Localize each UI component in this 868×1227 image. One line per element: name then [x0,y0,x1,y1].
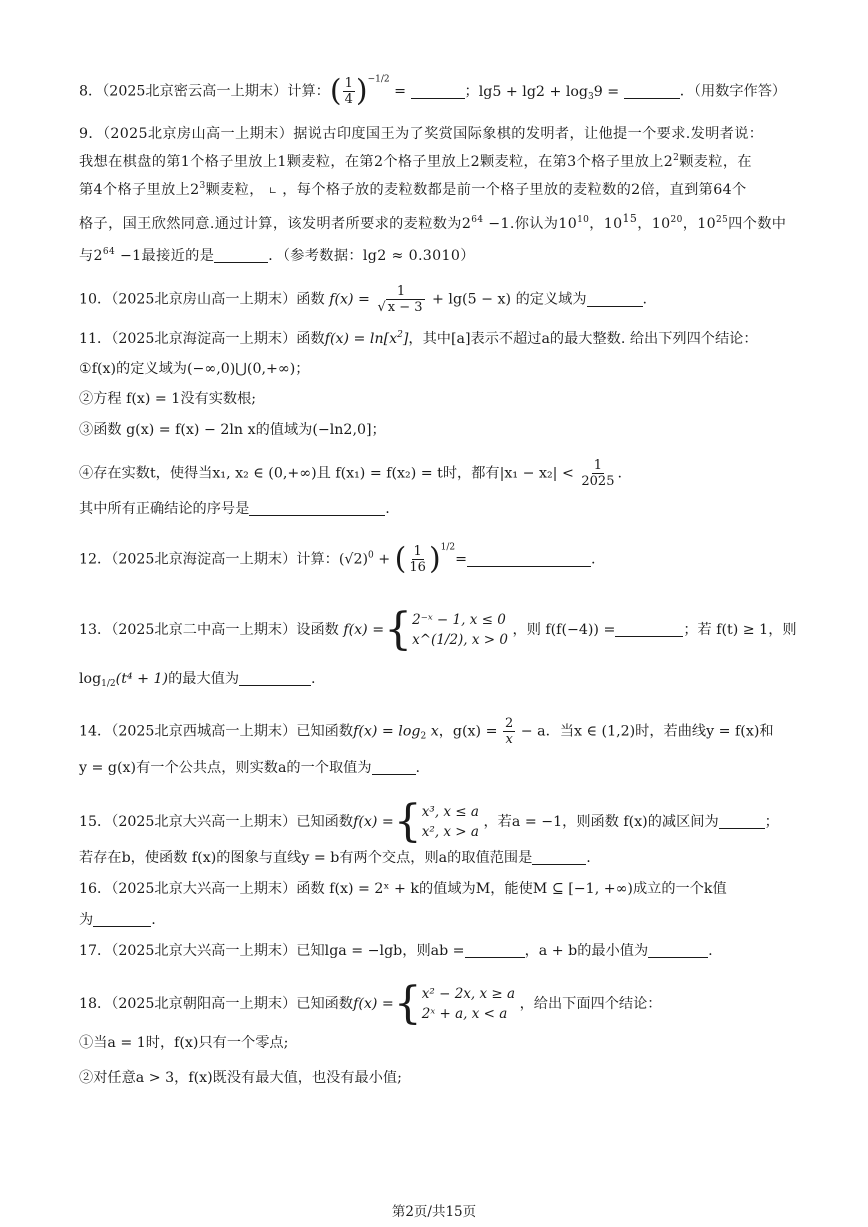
question-11: 11．（2025北京海淀高一上期末）函数$f(x) = \ln[x^2]$，其中[a]表示不超过a的最大整数. 给出下列四个结论： [79,330,758,347]
q18-conclusion-1: ①当a = 1时，f(x)只有一个零点; [79,1035,289,1051]
q15-line-2: 若存在b，使函数 f(x)的图象与直线y = b有两个交点，则a的取值范围是 . [79,850,591,866]
question-13: 13．（2025北京二中高一上期末）设函数 f(x) ={ 2⁻ˣ − 1, x ≤ 0 x^(1/2), x > 0 ，则 f(f(−4)) = ；若 f(t) ≥ 1，则 [79,604,797,655]
q9-line-5: 与$2^{64} -1$最接近的是 ．（参考数据：lg2 ≈ 0.3010） [79,247,475,264]
q10-fraction: $\frac{1}{√ x - 3}$ [377,284,423,315]
q11-fraction: $\frac{1}{2025}$ [581,458,615,489]
q8-fraction: $\frac{1}{4}$ [344,76,353,107]
q14-answer-blank[interactable] [372,759,416,775]
q12-fraction: $\frac{1}{16}$ [409,544,426,575]
q14-line-2: y = g(x)有一个公共点，则实数a的一个取值为 . [79,760,421,776]
q10-answer-blank[interactable] [587,291,643,307]
q9-line-2: 我想在棋盘的第1个格子里放上1颗麦粒，在第2个格子里放上2颗麦粒，在第3个格子里放上$2^2$颗麦粒，在 [79,153,752,170]
q9-ellipsis-glyph: ∟ [268,186,278,197]
q15-answer-blank-2[interactable] [532,849,586,865]
q8-answer-blank-1[interactable] [411,83,465,99]
q11-conclusion-2: ②方程 f(x) = 1没有实数根; [79,391,257,407]
q13-answer-blank-2[interactable] [239,670,311,686]
question-18: 18．（2025北京朝阳高一上期末）已知函数f(x) ={ x² − 2x, x ≥ a 2ˣ + a, x < a ，给出下面四个结论： [79,978,662,1029]
q18-piecewise: x² − 2x, x ≥ a 2ˣ + a, x < a [421,986,516,1022]
q9-line-4: 格子，国王欣然同意.通过计算，该发明者所要求的麦粒数为$2^{64} -1$.你认为$10^{10}$，$10^{15}$，$10^{20}$，$10^{25}$四个数中 [79,212,787,232]
q8-expr2: $\lg 5 + \lg 2 + \log_39$ = [478,83,620,102]
q11-conclusion-3: ③函数 g(x) = f(x) − 2ln x的值域为(−ln2,0]； [79,422,386,438]
q15-answer-blank-1[interactable] [719,813,765,829]
question-8: 8．（2025北京密云高一上期末）计算：( $\frac{1}{4}$ )$^{-1/2}$ = ；$\lg 5 + \lg 2 + \log_39$ = ．（用数字作答） [79,73,787,109]
q8-note: ．（用数字作答） [679,83,787,100]
question-17: 17．（2025北京大兴高一上期末）已知lga = −lgb，则ab = ，a + b的最小值为 . [79,943,713,959]
q11-conclusion-4: ④存在实数t，使得当x₁, x₂ ∈ (0,+∞)且 f(x₁) = f(x₂) = t时，都有|x₁ − x₂| < $\frac{1}{2025}$ . [79,458,622,489]
q11-tail: 其中所有正确结论的序号是 . [79,501,390,517]
question-12: 12．（2025北京海淀高一上期末）计算：$(√2)^0$ + ( $\frac{1}{16}$ )$^{1/2}$= . [79,541,596,577]
q17-answer-blank-2[interactable] [648,942,708,958]
q18-conclusion-2: ②对任意a > 3，f(x)既没有最大值，也没有最小值; [79,1070,402,1086]
q9-answer-blank[interactable] [214,247,268,263]
q15-piecewise: x³, x ≤ a x², x > a [421,804,479,840]
q14-fraction: $\frac{2}{x}$ [504,716,514,747]
question-15: 15．（2025北京大兴高一上期末）已知函数f(x) ={ x³, x ≤ a x², x > a ，若a = −1，则函数 f(x)的减区间为 ； [79,796,779,847]
q13-line-2: $\log_{1/2}(t^4 + 1)$的最大值为 . [79,671,316,689]
q9-line-1: 9．（2025北京房山高一上期末）据说古印度国王为了奖赏国际象棋的发明者，让他提一个要求.发明者说： [79,126,764,142]
page-number-footer: 第2页/共15页 [391,1204,477,1220]
q17-answer-blank-1[interactable] [465,942,525,958]
question-16: 16．（2025北京大兴高一上期末）函数 f(x) = 2ˣ + k的值域为M，能使M ⊆ [−1, +∞)成立的一个k值 [79,881,727,897]
q8-exponent: −1/2 [367,74,390,85]
q9-line-3: 第4个格子里放上$2^3$颗麦粒， ∟ ，每个格子放的麦粒数都是前一个格子里放的麦粒数的2倍，直到第64个 [79,181,747,198]
question-10: 10．（2025北京房山高一上期末）函数 f(x) = $\frac{1}{√ x - 3}$ + lg(5 − x) 的定义域为 . [79,284,648,315]
q12-answer-blank[interactable] [467,551,591,567]
q13-answer-blank-1[interactable] [615,621,683,637]
q16-answer-blank[interactable] [93,911,151,927]
q11-answer-blank[interactable] [249,500,385,516]
question-14: 14．（2025北京西城高一上期末）已知函数$f(x) = \log_2 x$，g(x) = $\frac{2}{x}$ − a．当x ∈ (1,2)时，若曲线y = f(x)和 [79,716,774,747]
q11-conclusion-1: ①f(x)的定义域为(−∞,0)⋃(0,+∞)； [79,361,310,377]
q16-line-2: 为 . [79,912,156,928]
q13-piecewise: 2⁻ˣ − 1, x ≤ 0 x^(1/2), x > 0 [412,612,508,648]
q8-answer-blank-2[interactable] [624,83,680,99]
q8-source: 8．（2025北京密云高一上期末）计算： [79,83,330,100]
